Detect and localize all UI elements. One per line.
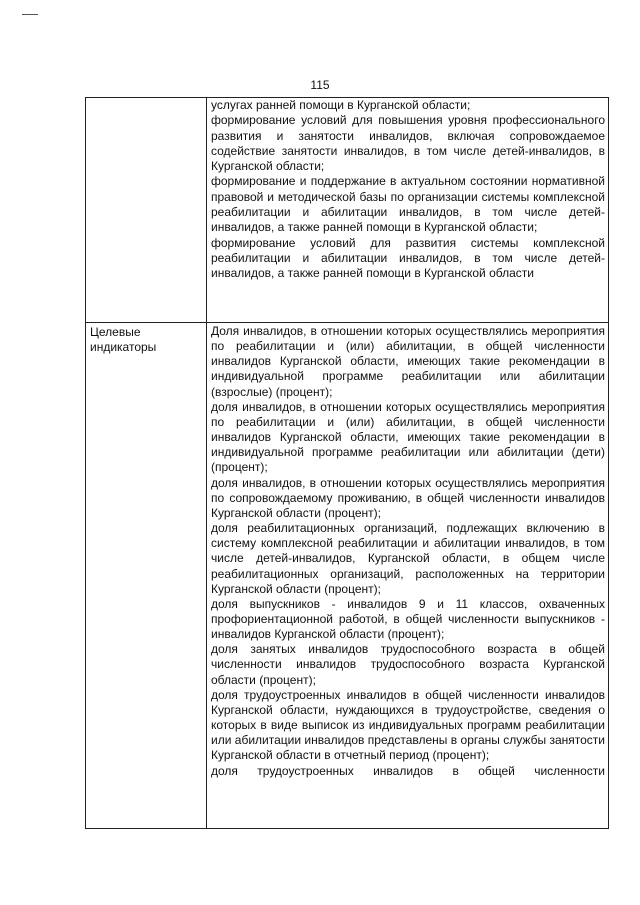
row-content: [207, 323, 609, 829]
table-row: [86, 98, 609, 323]
paragraph: доля трудоустроенных инвалидов в общей численности: [211, 763, 605, 778]
paragraph: доля трудоустроенных инвалидов в общей численности инвалидов Курганской области, нуждающихся в трудоустройстве, сведения о которых в виде выписок из индивидуальных программ реабилитации или абилитации инвалидов представлены в органы службы занятости Курганской области в отчетный период (процент);: [211, 687, 605, 763]
paragraph: доля реабилитационных организаций, подлежащих включению в систему комплексной реабилитации и абилитации инвалидов, в том числе детей-инвалидов, Курганской области, в общем числе реабилитационных организаций, расположенных на территории Курганской области (процент);: [211, 521, 605, 596]
paragraph: доля инвалидов, в отношении которых осуществлялись мероприятия по сопровождаемому проживанию, в общей численности инвалидов Курганской области (процент);: [211, 475, 605, 520]
page-number: 115: [310, 78, 330, 92]
paragraph: доля выпускников - инвалидов 9 и 11 классов, охваченных профориентационной работой, в общей численности выпускников - инвалидов Курганской области (процент);: [211, 596, 605, 642]
corner-mark: [22, 14, 38, 15]
program-passport-table: [85, 97, 609, 829]
paragraph: доля занятых инвалидов трудоспособного возраста в общей численности инвалидов трудоспособного возраста Курганской области (процент);: [211, 642, 605, 687]
row-label-target-indicators: Целевые индикаторы: [86, 323, 207, 829]
paragraph: формирование и поддержание в актуальном состоянии нормативной правовой и методической базы по организации системы комплексной реабилитации и абилитации инвалидов, в том числе детей-инвалидов, а также ранней помощи в Курганской области;: [211, 174, 605, 235]
row-content: [207, 98, 609, 323]
paragraph: Доля инвалидов, в отношении которых осуществлялись мероприятия по реабилитации и (или) абилитации, в общей численности инвалидов Курганской области, имеющих такие рекомендации в индивидуальной программе реабилитации или абилитации (взрослые) (процент);: [211, 324, 605, 399]
paragraph: услугах ранней помощи в Курганской области;: [211, 98, 471, 112]
paragraph: доля инвалидов, в отношении которых осуществлялись мероприятия по реабилитации и (или) абилитации, в общей численности инвалидов Курганской области, имеющих такие рекомендации в индивидуальной программе реабилитации или абилитации (дети) (процент);: [211, 399, 605, 475]
paragraph: формирование условий для развития системы комплексной реабилитации и абилитации инвалидов, в том числе детей-инвалидов, а также ранней помощи в Курганской области: [211, 235, 605, 281]
row-label: [86, 98, 207, 323]
paragraph: формирование условий для повышения уровня профессионального развития и занятости инвалидов, включая сопровождаемое содействие занятости инвалидов, в том числе детей-инвалидов, в Курганской области;: [211, 113, 605, 174]
table-row: [86, 323, 609, 829]
